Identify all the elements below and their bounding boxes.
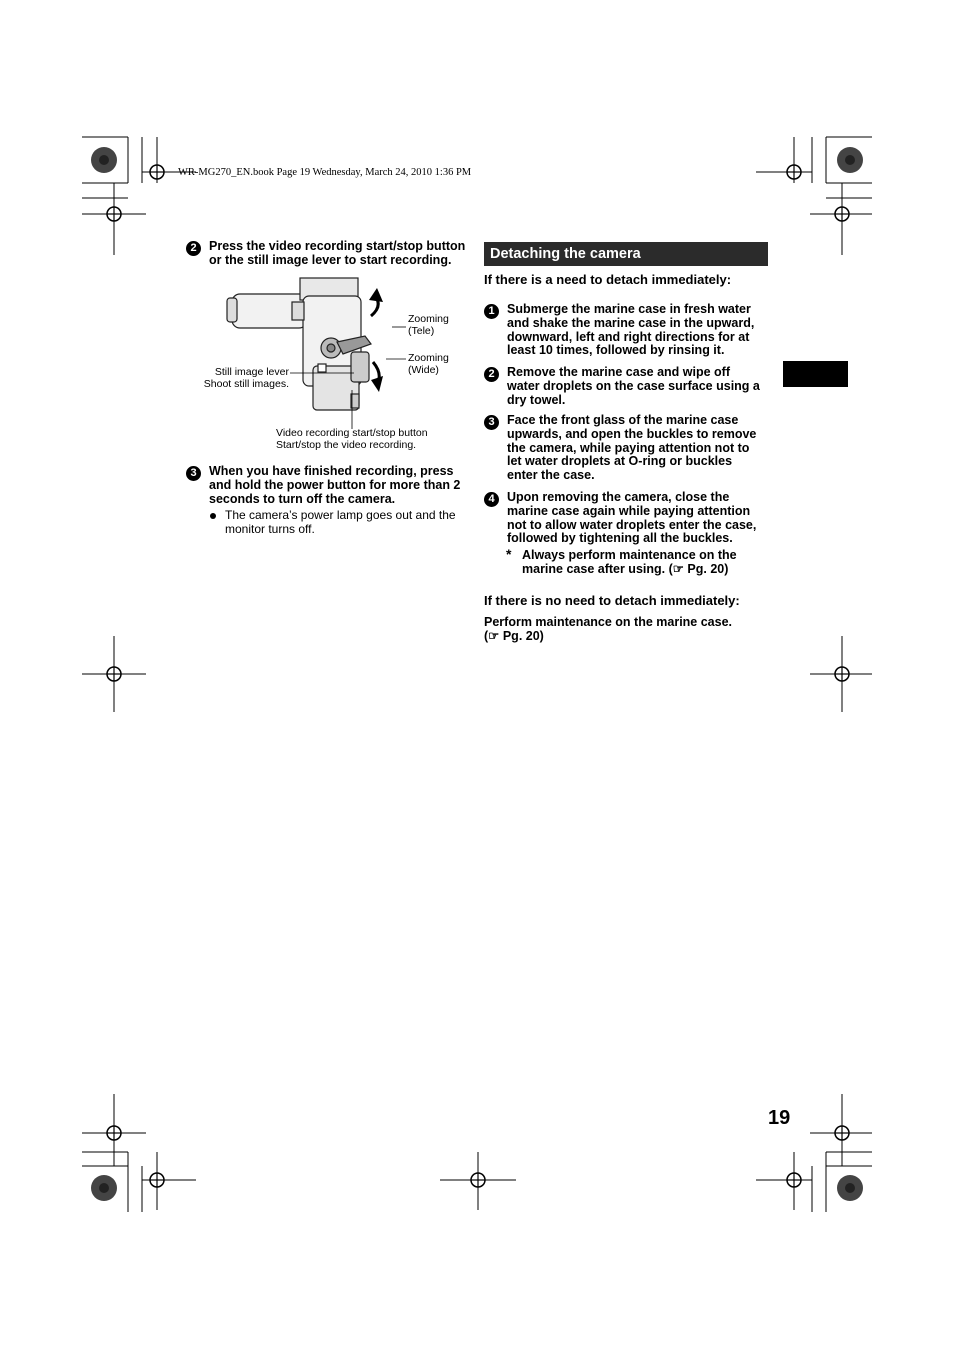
label-line: Still image lever (214, 366, 289, 378)
step-3-bullet (225, 509, 456, 537)
right-step-2-text (507, 366, 760, 407)
label-line: Zooming (408, 313, 449, 325)
step-line: dry towel. (507, 392, 566, 407)
step-2-text (209, 240, 465, 268)
page-number: 19 (768, 1107, 791, 1129)
step-line: upwards, and open the buckles to remove (507, 426, 757, 441)
star-icon: * (506, 546, 512, 562)
subhead-no-need: If there is no need to detach immediately: (484, 593, 740, 608)
label-line: Zooming (408, 352, 449, 364)
bullet-dot (210, 513, 216, 519)
step-line: the camera, while paying attention not to (507, 440, 750, 455)
right-step-number-1: 1 (484, 304, 499, 319)
right-step-number-4: 4 (484, 492, 499, 507)
step-2-line: or the still image lever to start recording. (209, 252, 452, 267)
perform-line: (☞ Pg. 20) (484, 628, 544, 643)
right-step-number-3: 3 (484, 415, 499, 430)
step-line: water droplets on the case surface using a (507, 378, 760, 393)
right-step-4-text (507, 491, 756, 546)
step-3-line: When you have finished recording, press (209, 464, 454, 478)
bullet-line: The camera’s power lamp goes out and the (225, 508, 456, 522)
step-line: Face the front glass of the marine case (507, 413, 739, 427)
star-note (522, 549, 737, 577)
file-header: WR-MG270_EN.book Page 19 Wednesday, March 24, 2010 1:36 PM (178, 167, 472, 178)
right-step-1-text (507, 303, 754, 358)
callout-lines (290, 325, 410, 435)
step-line: downward, left and right directions for at (507, 329, 750, 344)
step-2-line: Press the video recording start/stop button (209, 239, 466, 253)
step-line: not to allow water droplets enter the case, (507, 517, 757, 532)
step-line: let water droplets at O-ring or buckles (507, 454, 733, 469)
step-line: Submerge the marine case in fresh water (507, 302, 751, 316)
thumb-tab (783, 361, 848, 387)
perform-line: Perform maintenance on the marine case. (484, 615, 733, 629)
section-title: Detaching the camera (484, 242, 768, 266)
bullet-line: monitor turns off. (225, 521, 315, 536)
subhead-detach-immediately: If there is a need to detach immediately: (484, 272, 732, 287)
label-line: Start/stop the video recording. (276, 438, 417, 451)
note-line: Always perform maintenance on the (522, 548, 737, 562)
label-line: (Wide) (408, 363, 439, 376)
label-still-image-lever (198, 367, 289, 390)
label-zoom-tele (408, 314, 449, 337)
perform-maintenance (484, 616, 732, 644)
right-step-number-2: 2 (484, 367, 499, 382)
label-video-button (276, 428, 428, 451)
step-line: Upon removing the camera, close the (507, 490, 730, 504)
step-line: followed by tightening all the buckles. (507, 531, 733, 546)
step-3-line: and hold the power button for more than 2 (209, 477, 461, 492)
step-line: Remove the marine case and wipe off (507, 365, 730, 379)
right-step-3-text (507, 414, 756, 483)
label-zoom-wide (408, 353, 449, 376)
step-number-3: 3 (186, 466, 201, 481)
label-line: Shoot still images. (203, 377, 289, 390)
note-line: marine case after using. (☞ Pg. 20) (522, 561, 729, 576)
label-line: (Tele) (408, 324, 435, 337)
step-number-2: 2 (186, 241, 201, 256)
step-line: marine case again while paying attention (507, 503, 751, 518)
step-line: enter the case. (507, 468, 595, 483)
step-3-line: seconds to turn off the camera. (209, 491, 396, 506)
label-line: Video recording start/stop button (276, 427, 428, 439)
step-3-text (209, 465, 460, 506)
step-line: and shake the marine case in the upward, (507, 315, 755, 330)
step-line: least 10 times, followed by rinsing it. (507, 343, 725, 358)
